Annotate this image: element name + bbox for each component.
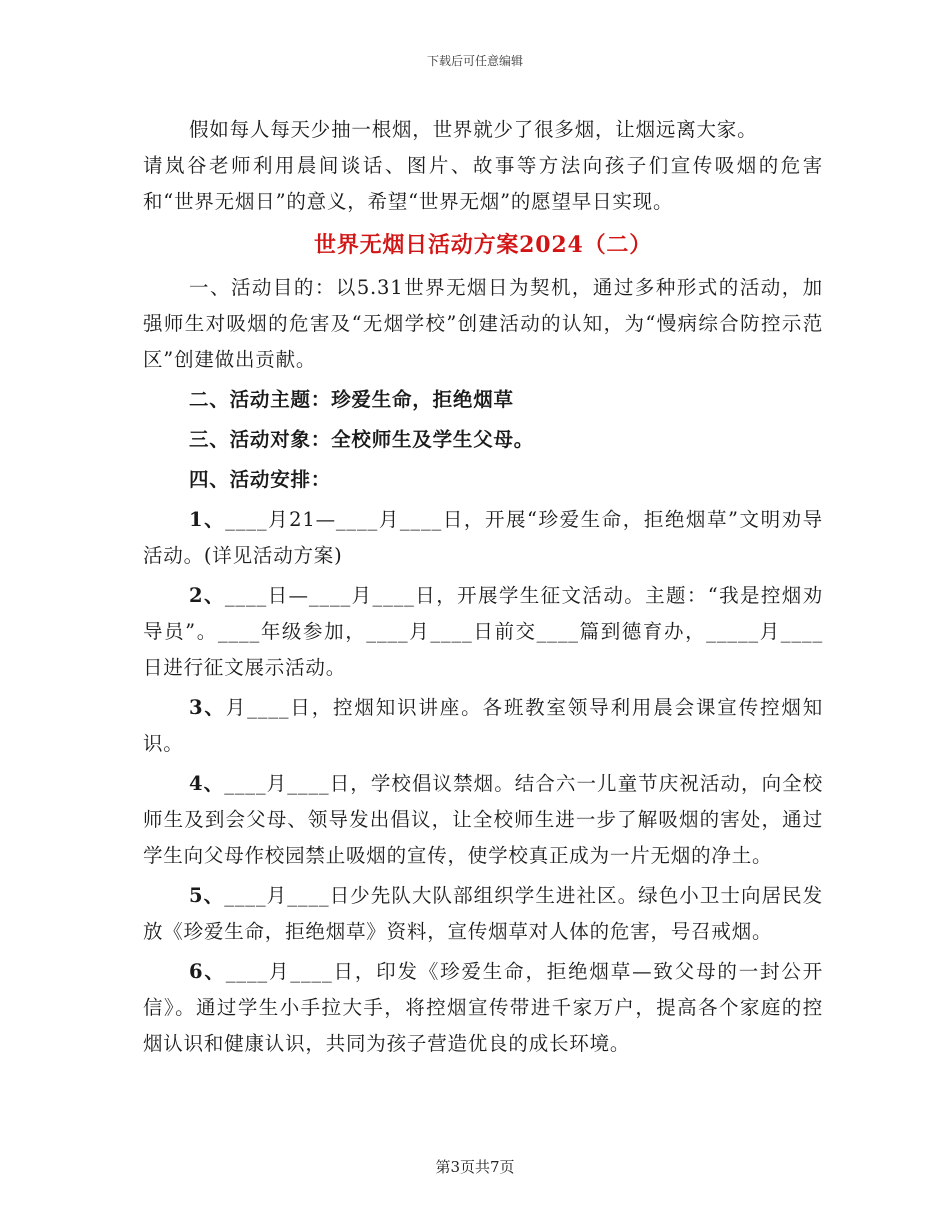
list-item [143,690,823,762]
target-heading: 三、活动对象：全校师生及学生父母。 [189,428,535,451]
list-item-text: 月____日，控烟知识讲座。各班教室领导利用晨会课宣传控烟知识。 [143,696,823,755]
list-item [143,878,823,950]
list-item-text: ____日—____月____日，开展学生征文活动。主题：“我是控烟劝导员”。____年级参加，____月____日前交____篇到德育办，_____月____日进行征文展示活动。 [143,584,823,679]
section-title: 世界无烟日活动方案2024（二） [313,232,653,258]
list-item-number: 2、 [189,584,225,607]
list-item-text: ____月____日少先队大队部组织学生进社区。绿色小卫士向居民发放《珍爱生命，拒绝烟草》资料，宣传烟草对人体的危害，号召戒烟。 [143,884,823,943]
list-item-text: ____月____日，印发《珍爱生命，拒绝烟草—致父母的一封公开信》。通过学生小手拉大手，将控烟宣传带进千家万户，提高各个家庭的控烟认识和健康认识，共同为孩子营造优良的成长环境。 [143,960,823,1055]
list-item-number: 5、 [189,884,225,907]
list-item-number: 6、 [189,960,226,983]
page-footer: 第3页共7页 [435,1158,515,1176]
list-item-number: 3、 [189,696,226,719]
schedule-heading: 四、活动安排： [189,468,332,491]
list-item [143,766,823,874]
list-item-number: 4、 [189,772,225,795]
purpose-paragraph: 一、活动目的：以5.31世界无烟日为契机，通过多种形式的活动，加强师生对吸烟的危害及“无烟学校”创建活动的认知，为“慢病综合防控示范区”创建做出贡献。 [143,276,823,371]
intro-line-2: 请岚谷老师利用晨间谈话、图片、故事等方法向孩子们宣传吸烟的危害和“世界无烟日”的意义，希望“世界无烟”的愿望早日实现。 [143,154,823,213]
list-item-text: ____月21—____月____日，开展“珍爱生命，拒绝烟草”文明劝导活动。(详见活动方案) [143,508,823,567]
intro-line-1: 假如每人每天少抽一根烟，世界就少了很多烟，让烟远离大家。 [189,118,758,141]
page-header: 下载后可任意编辑 [426,54,523,68]
list-item-number: 1、 [189,508,226,531]
list-item [143,578,823,686]
list-item [143,502,823,574]
list-item [143,954,823,1062]
list-item-text: ____月____日，学校倡议禁烟。结合六一儿童节庆祝活动，向全校师生及到会父母、领导发出倡议，让全校师生进一步了解吸烟的害处，通过学生向父母作校园禁止吸烟的宣传，使学校真正成为一片无烟的净土。 [143,772,823,867]
document-body [143,112,823,1062]
theme-heading: 二、活动主题：珍爱生命，拒绝烟草 [189,388,514,411]
